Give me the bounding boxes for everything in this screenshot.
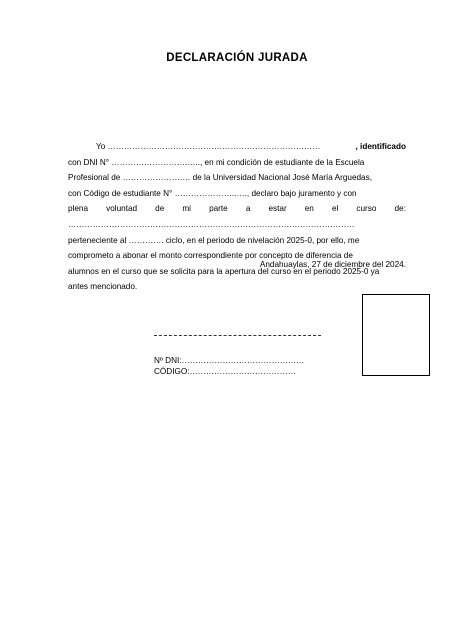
document-title: DECLARACIÓN JURADA xyxy=(166,52,308,64)
body-line-1-end: , identificado xyxy=(355,142,406,151)
body-line-7: perteneciente al …………. ciclo, en el periodo de nivelación 2025-0, por ello, me xyxy=(68,235,360,245)
body-word: voluntad xyxy=(106,204,138,214)
body-word: plena xyxy=(68,204,89,214)
body-line-10: antes mencionado. xyxy=(68,282,138,292)
body-word: de: xyxy=(394,204,406,214)
body-line-1-text: Yo …………………………………………………………………… xyxy=(96,142,321,151)
body-word: en xyxy=(304,204,314,214)
body-word: mi xyxy=(182,204,191,214)
date-line: Andahuaylas, 27 de diciembre del 2024. xyxy=(259,260,406,269)
dni-field-label: Nº DNI:……………………………………… xyxy=(154,356,305,365)
codigo-field-label: CÓDIGO:………………………………… xyxy=(154,367,296,376)
body-line-8: comprometo a abonar el monto correspondiente por concepto de diferencia de xyxy=(68,251,353,261)
body-line-4: con Código de estudiante N° …………………..…., declaro bajo juramento y con xyxy=(68,188,357,198)
declaration-body xyxy=(68,139,406,295)
body-word: a xyxy=(245,204,251,214)
body-word: curso xyxy=(356,204,377,214)
body-line-9: alumnos en el curso que se solicita para la apertura del curso en el periodo 2025-0 ya xyxy=(68,266,380,276)
body-word: el xyxy=(331,204,339,214)
body-word: estar xyxy=(268,204,287,214)
body-line-3: Profesional de ………………….… de la Universidad Nacional José María Arguedas, xyxy=(68,173,372,183)
body-line-1 xyxy=(68,139,406,155)
signature-line xyxy=(154,335,321,336)
fingerprint-box xyxy=(362,294,430,376)
body-line-2: con DNI N° ……………………….….., en mi condición de estudiante de la Escuela xyxy=(68,157,365,167)
signature-fields xyxy=(154,355,304,377)
body-word: parte xyxy=(209,204,228,214)
body-word: de xyxy=(155,204,165,214)
body-line-5 xyxy=(68,201,406,217)
body-line-6: …………………………………………………………………………………………… xyxy=(68,219,355,229)
